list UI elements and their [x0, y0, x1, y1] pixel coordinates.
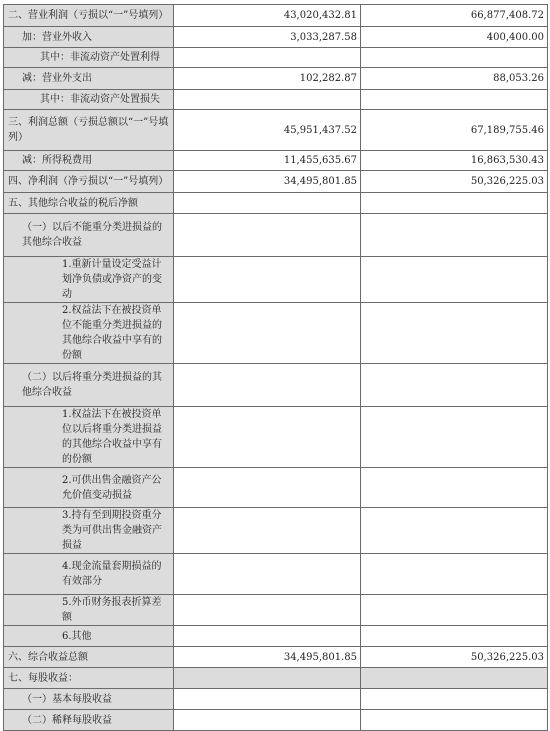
- table-row: [4, 508, 548, 554]
- previous-period-value: [361, 364, 548, 407]
- previous-period-value: 66,877,408.72: [361, 5, 548, 27]
- previous-period-value: [361, 595, 548, 626]
- previous-period-value: [361, 468, 548, 508]
- current-period-value: [174, 710, 361, 731]
- row-label: 6.其他: [4, 626, 174, 647]
- previous-period-value: [361, 689, 548, 710]
- table-row: [4, 257, 548, 303]
- current-period-value: [174, 554, 361, 595]
- table-row: [4, 689, 548, 710]
- current-period-value: [174, 668, 361, 689]
- previous-period-value: [361, 554, 548, 595]
- current-period-value: 3,033,287.58: [174, 27, 361, 48]
- row-label: 二、营业利润（亏损以“一”号填列）: [4, 5, 174, 27]
- table-row: [4, 407, 548, 468]
- previous-period-value: 50,326,225.03: [361, 171, 548, 193]
- previous-period-value: [361, 257, 548, 303]
- row-label: （一）基本每股收益: [4, 689, 174, 710]
- current-period-value: 45,951,437.52: [174, 110, 361, 151]
- previous-period-value: [361, 214, 548, 257]
- table-row: [4, 110, 548, 151]
- current-period-value: 34,495,801.85: [174, 171, 361, 193]
- previous-period-value: [361, 48, 548, 68]
- previous-period-value: 88,053.26: [361, 68, 548, 90]
- table-row: [4, 468, 548, 508]
- previous-period-value: [361, 626, 548, 647]
- current-period-value: [174, 90, 361, 110]
- table-row: [4, 647, 548, 668]
- current-period-value: [174, 407, 361, 468]
- previous-period-value: [361, 407, 548, 468]
- table-row: [4, 48, 548, 68]
- table-row: [4, 193, 548, 214]
- current-period-value: [174, 595, 361, 626]
- row-label: 其中：非流动资产处置损失: [4, 90, 174, 110]
- row-label: （二）稀释每股收益: [4, 710, 174, 731]
- previous-period-value: [361, 668, 548, 689]
- current-period-value: [174, 303, 361, 364]
- row-label: 其中：非流动资产处置利得: [4, 48, 174, 68]
- row-label: 七、每股收益：: [4, 668, 174, 689]
- row-label: 4.现金流量套期损益的有效部分: [4, 554, 174, 595]
- table-row: [4, 27, 548, 48]
- current-period-value: [174, 257, 361, 303]
- row-label: 1.权益法下在被投资单位以后将重分类进损益的其他综合收益中享有的份额: [4, 407, 174, 468]
- table-row: [4, 151, 548, 171]
- table-row: [4, 90, 548, 110]
- row-label: 2.权益法下在被投资单位不能重分类进损益的其他综合收益中享有的份额: [4, 303, 174, 364]
- row-label: 五、其他综合收益的税后净额: [4, 193, 174, 214]
- row-label: 3.持有至到期投资重分类为可供出售金融资产损益: [4, 508, 174, 554]
- current-period-value: 43,020,432.81: [174, 5, 361, 27]
- table-row: [4, 554, 548, 595]
- current-period-value: [174, 508, 361, 554]
- table-row: [4, 668, 548, 689]
- current-period-value: [174, 689, 361, 710]
- previous-period-value: 16,863,530.43: [361, 151, 548, 171]
- current-period-value: 11,455,635.67: [174, 151, 361, 171]
- previous-period-value: [361, 508, 548, 554]
- row-label: （一）以后不能重分类进损益的其他综合收益: [4, 214, 174, 257]
- table-row: [4, 68, 548, 90]
- current-period-value: [174, 626, 361, 647]
- current-period-value: [174, 364, 361, 407]
- row-label: 六、综合收益总额: [4, 647, 174, 668]
- table-row: [4, 626, 548, 647]
- table-row: [4, 214, 548, 257]
- current-period-value: [174, 193, 361, 214]
- row-label: 1.重新计量设定受益计划净负债或净资产的变动: [4, 257, 174, 303]
- table-row: [4, 364, 548, 407]
- row-label: 加：营业外收入: [4, 27, 174, 48]
- previous-period-value: [361, 90, 548, 110]
- previous-period-value: [361, 710, 548, 731]
- row-label: 四、净利润（净亏损以“一”号填列）: [4, 171, 174, 193]
- current-period-value: 102,282.87: [174, 68, 361, 90]
- row-label: （二）以后将重分类进损益的其他综合收益: [4, 364, 174, 407]
- previous-period-value: [361, 193, 548, 214]
- row-label: 减：所得税费用: [4, 151, 174, 171]
- income-statement-table: [3, 4, 548, 731]
- previous-period-value: 67,189,755.46: [361, 110, 548, 151]
- table-row: [4, 710, 548, 731]
- table-row: [4, 5, 548, 27]
- table-body: [4, 5, 548, 731]
- table-row: [4, 171, 548, 193]
- row-label: 三、利润总额（亏损总额以“一”号填列）: [4, 110, 174, 151]
- current-period-value: [174, 214, 361, 257]
- current-period-value: [174, 48, 361, 68]
- row-label: 5.外币财务报表折算差额: [4, 595, 174, 626]
- previous-period-value: [361, 303, 548, 364]
- previous-period-value: 50,326,225.03: [361, 647, 548, 668]
- current-period-value: [174, 468, 361, 508]
- current-period-value: 34,495,801.85: [174, 647, 361, 668]
- row-label: 2.可供出售金融资产公允价值变动损益: [4, 468, 174, 508]
- row-label: 减：营业外支出: [4, 68, 174, 90]
- table-row: [4, 595, 548, 626]
- table-row: [4, 303, 548, 364]
- previous-period-value: 400,400.00: [361, 27, 548, 48]
